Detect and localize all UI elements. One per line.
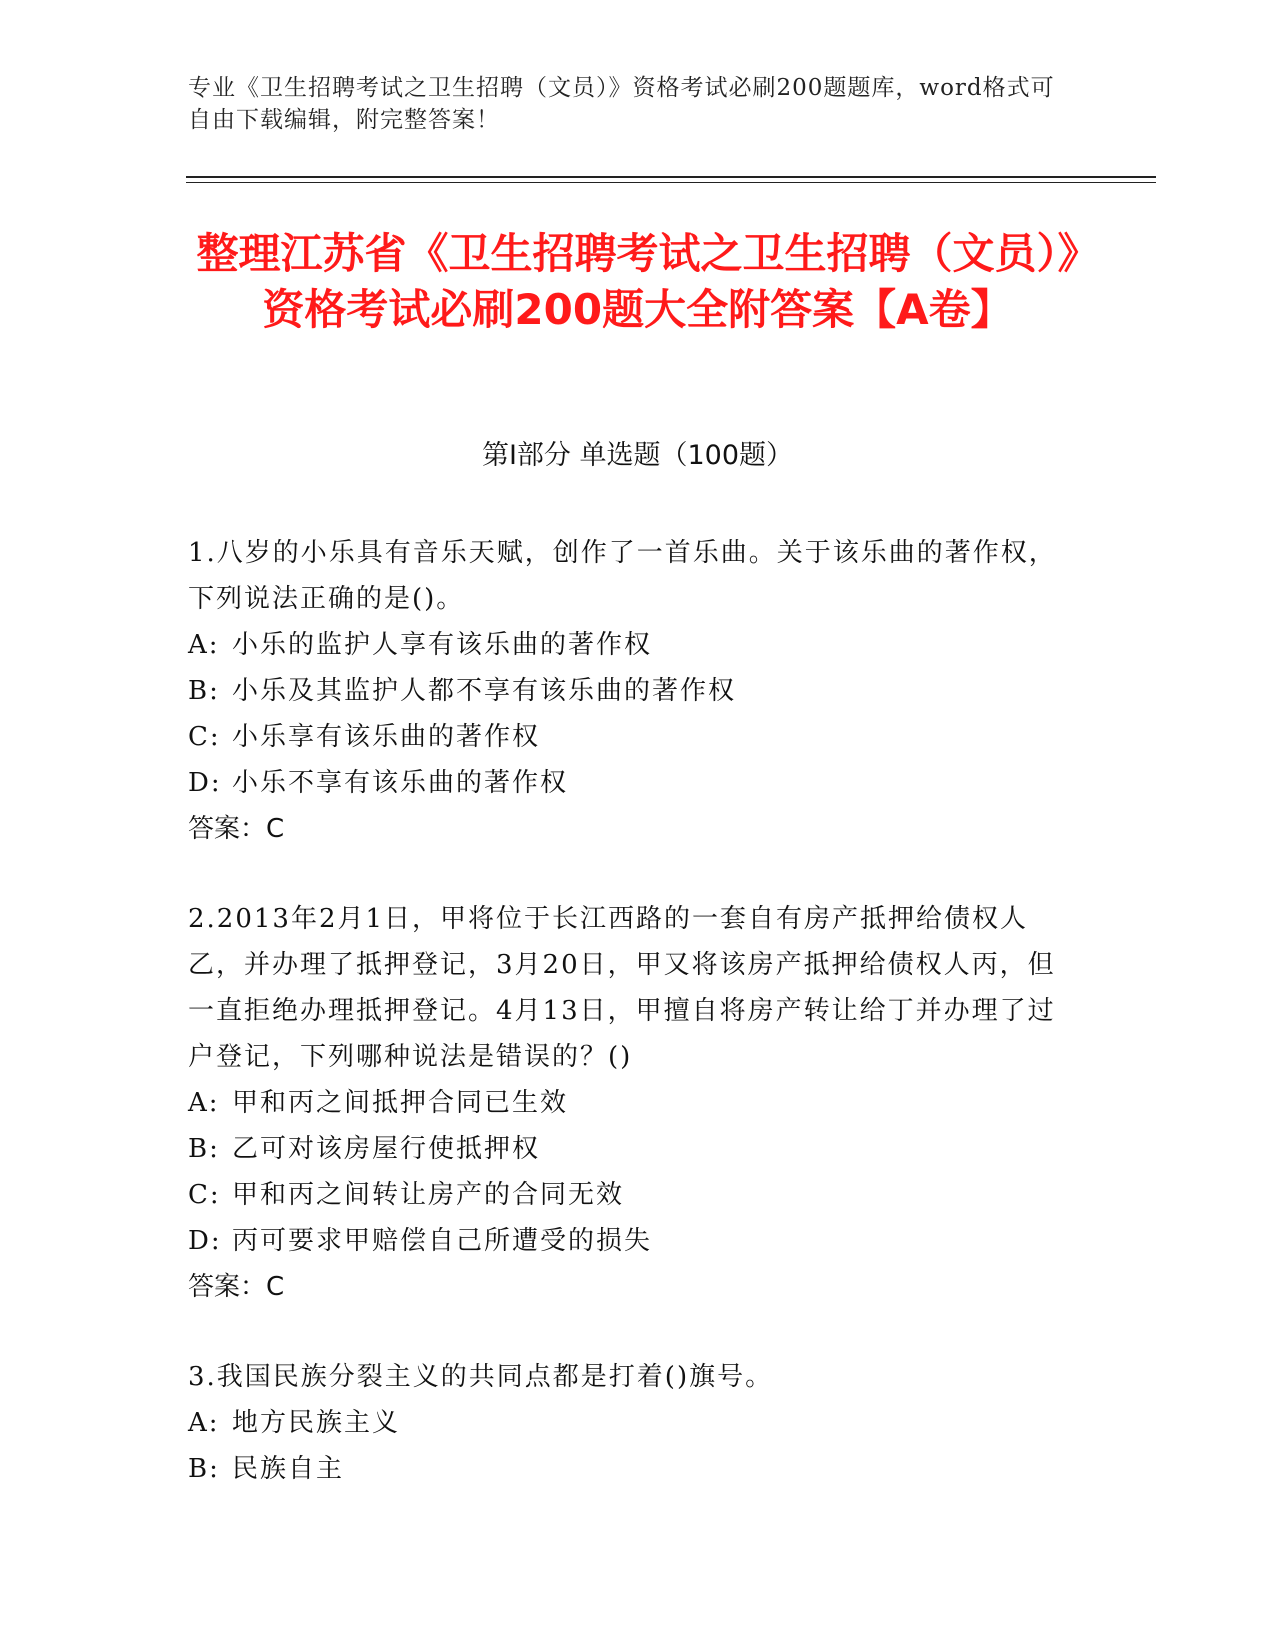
answer-line: 答案：C [188,814,285,844]
option-key: C: [188,1180,221,1210]
option-a [188,1080,1078,1126]
option-key: A: [188,630,220,660]
option-key: A: [188,1088,220,1118]
question-2 [188,896,1078,1310]
header-note: 专业《卫生招聘考试之卫生招聘（文员）》资格考试必刷200题题库，word格式可自由下载编辑，附完整答案！ [188,75,1055,133]
option-text: 丙可要求甲赔偿自己所遭受的损失 [232,1226,653,1256]
option-text: 甲和丙之间抵押合同已生效 [232,1088,569,1118]
option-key: D: [188,1226,222,1256]
option-b [188,668,1078,714]
answer-line: 答案：C [188,1272,285,1302]
option-c [188,1172,1078,1218]
option-b [188,1446,1078,1492]
option-text: 小乐的监护人享有该乐曲的著作权 [232,630,653,660]
option-a [188,1400,1078,1446]
option-text: 民族自主 [232,1454,345,1484]
option-text: 小乐享有该乐曲的著作权 [232,722,541,752]
option-key: B: [188,1134,220,1164]
question-1 [188,530,1078,852]
option-text: 小乐不享有该乐曲的著作权 [232,768,569,798]
document-title: 整理江苏省《卫生招聘考试之卫生招聘（文员）》资格考试必刷200题大全附答案【A卷】 [196,229,1079,334]
option-key: C: [188,722,221,752]
question-3 [188,1354,1078,1492]
option-d [188,1218,1078,1264]
option-key: A: [188,1408,220,1438]
option-text: 地方民族主义 [232,1408,401,1438]
option-d [188,760,1078,806]
option-text: 甲和丙之间转让房产的合同无效 [232,1180,625,1210]
header-divider-thick [186,176,1156,178]
question-stem: 2.2013年2月1日，甲将位于长江西路的一套自有房产抵押给债权人乙，并办理了抵押登记，3月20日，甲又将该房产抵押给债权人丙，但一直拒绝办理抵押登记。4月13日，甲擅自将房产转让给丁并办理了过户登记，下列哪种说法是错误的？() [188,904,1056,1072]
option-b [188,1126,1078,1172]
option-key: B: [188,1454,220,1484]
header-divider-thin [186,182,1156,183]
question-list [188,530,1078,1536]
option-text: 乙可对该房屋行使抵押权 [232,1134,541,1164]
section-heading: 第I部分 单选题（100题） [481,440,794,471]
option-key: D: [188,768,222,798]
option-a [188,622,1078,668]
question-stem: 1.八岁的小乐具有音乐天赋，创作了一首乐曲。关于该乐曲的著作权，下列说法正确的是()。 [188,538,1057,614]
option-key: B: [188,676,220,706]
question-stem: 3.我国民族分裂主义的共同点都是打着()旗号。 [188,1362,774,1392]
option-c [188,714,1078,760]
option-text: 小乐及其监护人都不享有该乐曲的著作权 [232,676,737,706]
